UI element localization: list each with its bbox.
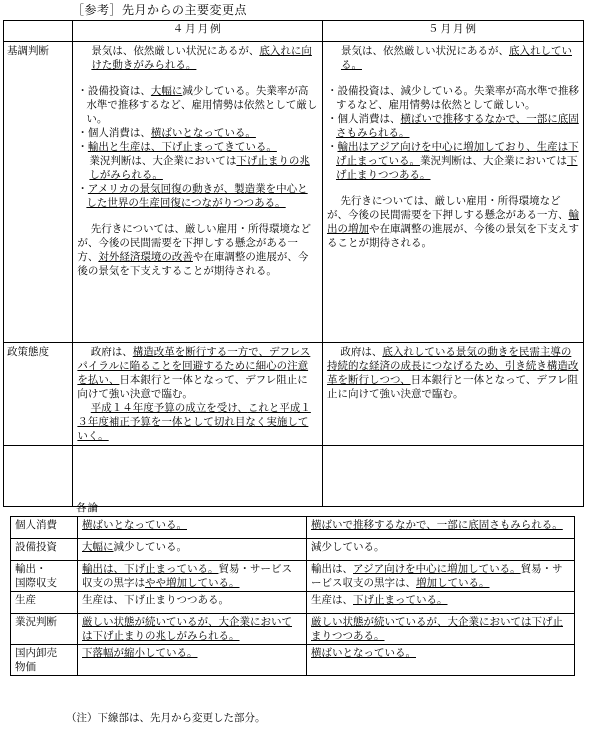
section-text-segment: 下げ止まりつつある。 — [311, 616, 563, 642]
section-row — [11, 517, 575, 539]
section-row — [11, 645, 575, 676]
section-label: 国内卸売 物価 — [11, 645, 78, 676]
section-text-segment: 貿易・サービス収支の黒字は — [82, 563, 292, 589]
header-row — [4, 21, 584, 42]
spacer-cell — [4, 446, 73, 507]
kicho-april-lead: 景気は、依然厳しい状況にあるが、底入れに向けた動きがみられる。 — [91, 45, 312, 71]
seisaku-may-p1: 政府は、底入れしている景気の動きを民需主導の持続的な経済の成長につなげるため、引き続き構造改革を断行しつつ、日本銀行と一体となって、デフレ阻止に向けて強い決意で臨む。 — [326, 346, 579, 400]
section-text-segment: 下げ止まりの兆しがみられる。 — [92, 630, 240, 642]
section-april — [78, 517, 307, 539]
section-april — [78, 592, 307, 614]
section-may — [307, 592, 575, 614]
spacer-cell — [73, 446, 323, 507]
section-april — [78, 614, 307, 645]
seisaku-label: 政策態度 — [4, 343, 73, 446]
section-april — [78, 539, 307, 561]
section-text-segment: 厳しい状態が続いているが、大企業においては — [311, 616, 532, 628]
kicho-row — [4, 42, 584, 343]
section-text-segment: 生産は、下げ止まりつつある。 — [82, 594, 229, 606]
section-text-segment: 生産は、 — [311, 594, 353, 606]
kicho-april — [73, 42, 323, 343]
section-text-segment: 減少している。 — [113, 541, 187, 553]
header-blank — [4, 21, 73, 42]
section-may — [307, 645, 575, 676]
kicho-april-bullet-consumption: ・個人消費は、横ばいとなっている。 — [77, 127, 256, 139]
kicho-april-bullet-investment: ・設備投資は、大幅に減少している。失業率が高水準で推移するなど、雇用情勢は依然として厳しい。 — [77, 85, 318, 125]
section-row — [11, 592, 575, 614]
comparison-table — [3, 20, 584, 507]
seisaku-april — [73, 343, 323, 446]
section-text-segment: やや増加している。 — [145, 577, 240, 589]
section-text-segment: 減少している。 — [311, 541, 385, 553]
section-row — [11, 614, 575, 645]
section-april — [78, 645, 307, 676]
section-heading: 各論 — [76, 502, 99, 514]
section-may — [307, 517, 575, 539]
section-text-segment: 下げ止まっている。 — [353, 594, 448, 606]
section-text-segment: 厳しい状態が続いているが、大企業においては — [82, 616, 292, 642]
kicho-may-outlook: 先行きについては、厳しい雇用・所得環境などが、今後の民間需要を下押しする懸念がある一方、輸出の増加や在庫調整の進展が、今後の景気を下支えすることが期待される。 — [326, 195, 579, 249]
kicho-april-bullet-us: ・アメリカの景気回復の動きが、製造業を中心とした世界の生産回復につながりつつある。 — [77, 183, 308, 209]
kicho-may-bullet-export: ・輸出はアジア向けを中心に増加しており、生産は下げ止まっている。業況判断は、大企業においては下げ止まりつつある。 — [326, 141, 579, 181]
section-text-segment: 輸出は、 — [311, 563, 353, 575]
section-label: 個人消費 — [11, 517, 78, 539]
section-text-segment: 輸出は、下げ止まっている。 — [82, 563, 219, 575]
section-label: 生産 — [11, 592, 78, 614]
sections-table — [10, 516, 575, 676]
section-text-segment: 大幅に — [82, 541, 114, 553]
kicho-april-outlook: 先行きについては、厳しい雇用・所得環境などが、今後の民間需要を下押しする懸念がある一方、対外経済環境の改善や在庫調整の進展が、今後の景気を下支えすることが期待される。 — [77, 223, 312, 277]
section-text-segment: 下落幅が縮小している。 — [82, 647, 198, 659]
section-row — [11, 539, 575, 561]
section-label: 輸出・ 国際収支 — [11, 561, 78, 592]
section-may — [307, 614, 575, 645]
kicho-may-lead: 景気は、依然厳しい状況にあるが、底入れしている。 — [340, 45, 572, 71]
kicho-label: 基調判断 — [4, 42, 73, 343]
footnote: （注）下線部は、先月から変更した部分。 — [66, 712, 266, 724]
section-label: 業況判断 — [11, 614, 78, 645]
kicho-may-bullet-investment: ・設備投資は、減少している。失業率が高水準で推移するなど、雇用情勢は依然として厳しい。 — [326, 85, 579, 111]
spacer-cell — [322, 446, 583, 507]
section-april — [78, 561, 307, 592]
section-label: 設備投資 — [11, 539, 78, 561]
section-may — [307, 561, 575, 592]
spacer-row — [4, 446, 584, 507]
section-text-segment: 貿易・サービス収支の黒字は、 — [311, 563, 563, 589]
kicho-april-bullet-export: ・輸出と生産は、下げ止まってきている。 — [77, 141, 277, 153]
kicho-may — [322, 42, 583, 343]
seisaku-april-p1: 政府は、構造改革を断行する一方で、デフレスパイラルに陥ることを回避するために細心の注意を払い、日本銀行と一体となって、デフレ阻止に向けて強い決意で臨む。 — [77, 346, 311, 400]
section-may — [307, 539, 575, 561]
seisaku-april-p2: 平成１４年度予算の成立を受け、これと平成１３年度補正予算を一体として切れ目なく実施していく。 — [77, 402, 311, 442]
seisaku-may — [322, 343, 583, 446]
kicho-may-bullet-consumption: ・個人消費は、横ばいで推移するなかで、一部に底固さもみられる。 — [326, 113, 579, 139]
section-text-segment: アジア向けを中心に増加している。 — [353, 563, 521, 575]
section-text-segment: 横ばいとなっている。 — [311, 647, 416, 659]
section-text-segment: 横ばいで推移するなかで、一部に底固さもみられる。 — [311, 519, 563, 531]
header-may: ５月月例 — [322, 21, 583, 42]
section-text-segment: 増加している。 — [416, 577, 490, 589]
kicho-april-business-sentiment: 業況判断は、大企業においては下げ止まりの兆しがみられる。 — [89, 155, 310, 181]
header-april: ４月月例 — [73, 21, 323, 42]
page-title: ［参考］先月からの主要変更点 — [72, 3, 248, 17]
section-row — [11, 561, 575, 592]
section-text-segment: 横ばいとなっている。 — [82, 519, 187, 531]
seisaku-row — [4, 343, 584, 446]
